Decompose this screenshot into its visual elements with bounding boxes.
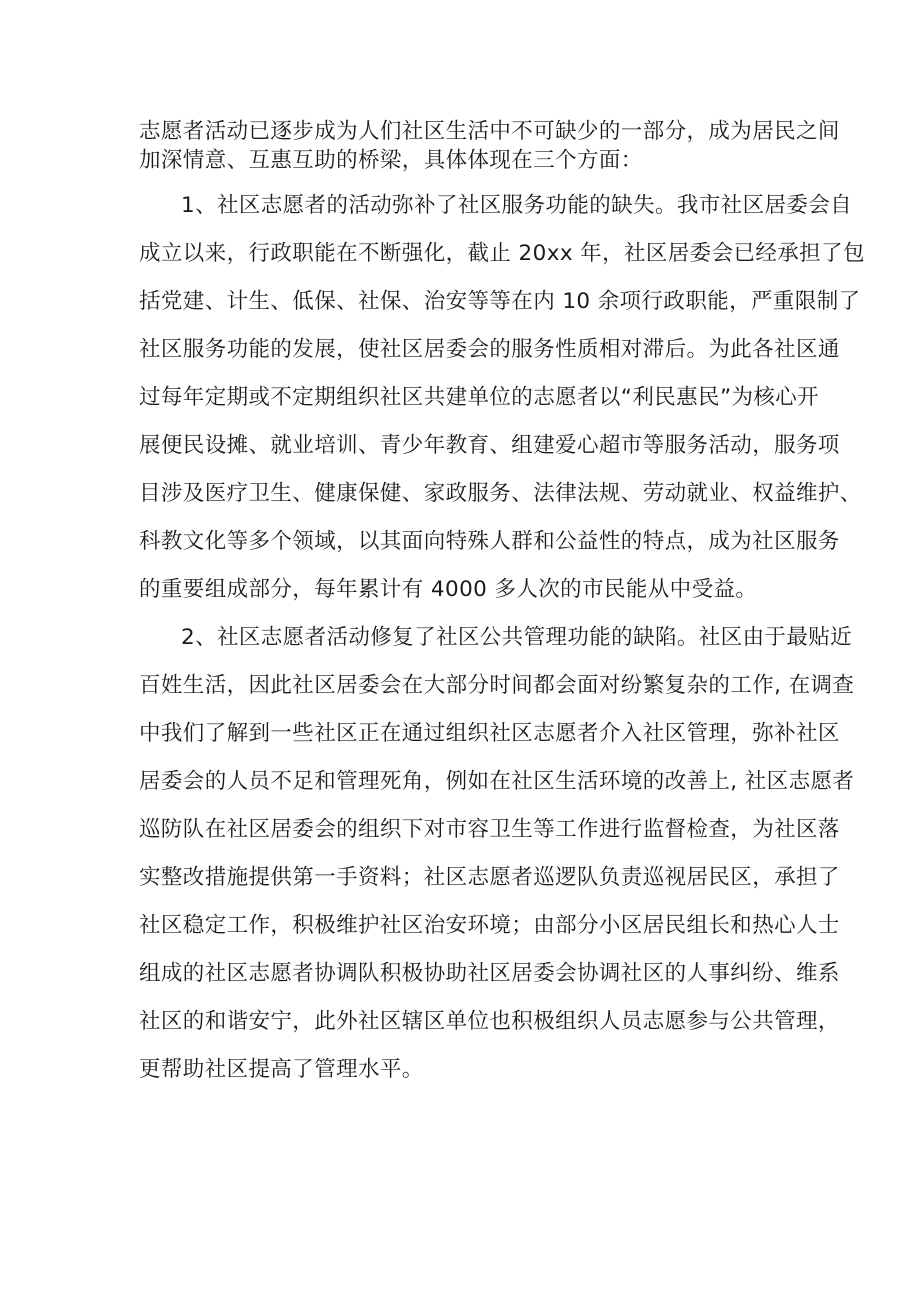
- text-line: 志愿者活动已逐步成为人们社区生活中不可缺少的一部分，成为居民之间: [139, 119, 840, 144]
- text-line: 科教文化等多个领域，以其面向特殊人群和公益性的特点，成为社区服务: [139, 529, 840, 554]
- text-line: 组成的社区志愿者协调队积极协助社区居委会协调社区的人事纠纷、维系: [139, 961, 840, 986]
- text-line: 中我们了解到一些社区正在通过组织社区志愿者介入社区管理，弥补社区: [139, 721, 840, 746]
- text-line: 社区稳定工作，积极维护社区治安环境；由部分小区居民组长和热心人士: [139, 913, 840, 938]
- text-line: 巡防队在社区居委会的组织下对市容卫生等工作进行监督检查，为社区落: [139, 817, 840, 842]
- text-line: 更帮助社区提高了管理水平。: [139, 1057, 424, 1082]
- text-line: 社区的和谐安宁，此外社区辖区单位也积极组织人员志愿参与公共管理，: [139, 1009, 840, 1034]
- text-line: 加深情意、互惠互助的桥梁，具体体现在三个方面：: [139, 148, 643, 173]
- text-line: 展便民设摊、就业培训、青少年教育、组建爱心超市等服务活动，服务项: [139, 433, 840, 458]
- text-line: 实整改措施提供第一手资料；社区志愿者巡逻队负责巡视居民区，承担了: [139, 865, 840, 890]
- text-line: 社区服务功能的发展，使社区居委会的服务性质相对滞后。为此各社区通: [139, 337, 840, 362]
- text-line: 成立以来，行政职能在不断强化，截止 20xx 年，社区居委会已经承担了包: [139, 241, 865, 266]
- text-line: 1、社区志愿者的活动弥补了社区服务功能的缺失。我市社区居委会自: [181, 193, 853, 218]
- text-line: 百姓生活，因此社区居委会在大部分时间都会面对纷繁复杂的工作, 在调查: [139, 673, 855, 698]
- text-line: 过每年定期或不定期组织社区共建单位的志愿者以“利民惠民”为核心开: [139, 385, 820, 410]
- text-line: 的重要组成部分，每年累计有 4000 多人次的市民能从中受益。: [139, 577, 758, 602]
- text-line: 2、社区志愿者活动修复了社区公共管理功能的缺陷。社区由于最贴近: [181, 625, 853, 650]
- text-line: 目涉及医疗卫生、健康保健、家政服务、法律法规、劳动就业、权益维护、: [139, 481, 862, 506]
- text-line: 居委会的人员不足和管理死角，例如在社区生活环境的改善上, 社区志愿者: [139, 769, 855, 794]
- text-line: 括党建、计生、低保、社保、治安等等在内 10 余项行政职能，严重限制了: [139, 289, 861, 314]
